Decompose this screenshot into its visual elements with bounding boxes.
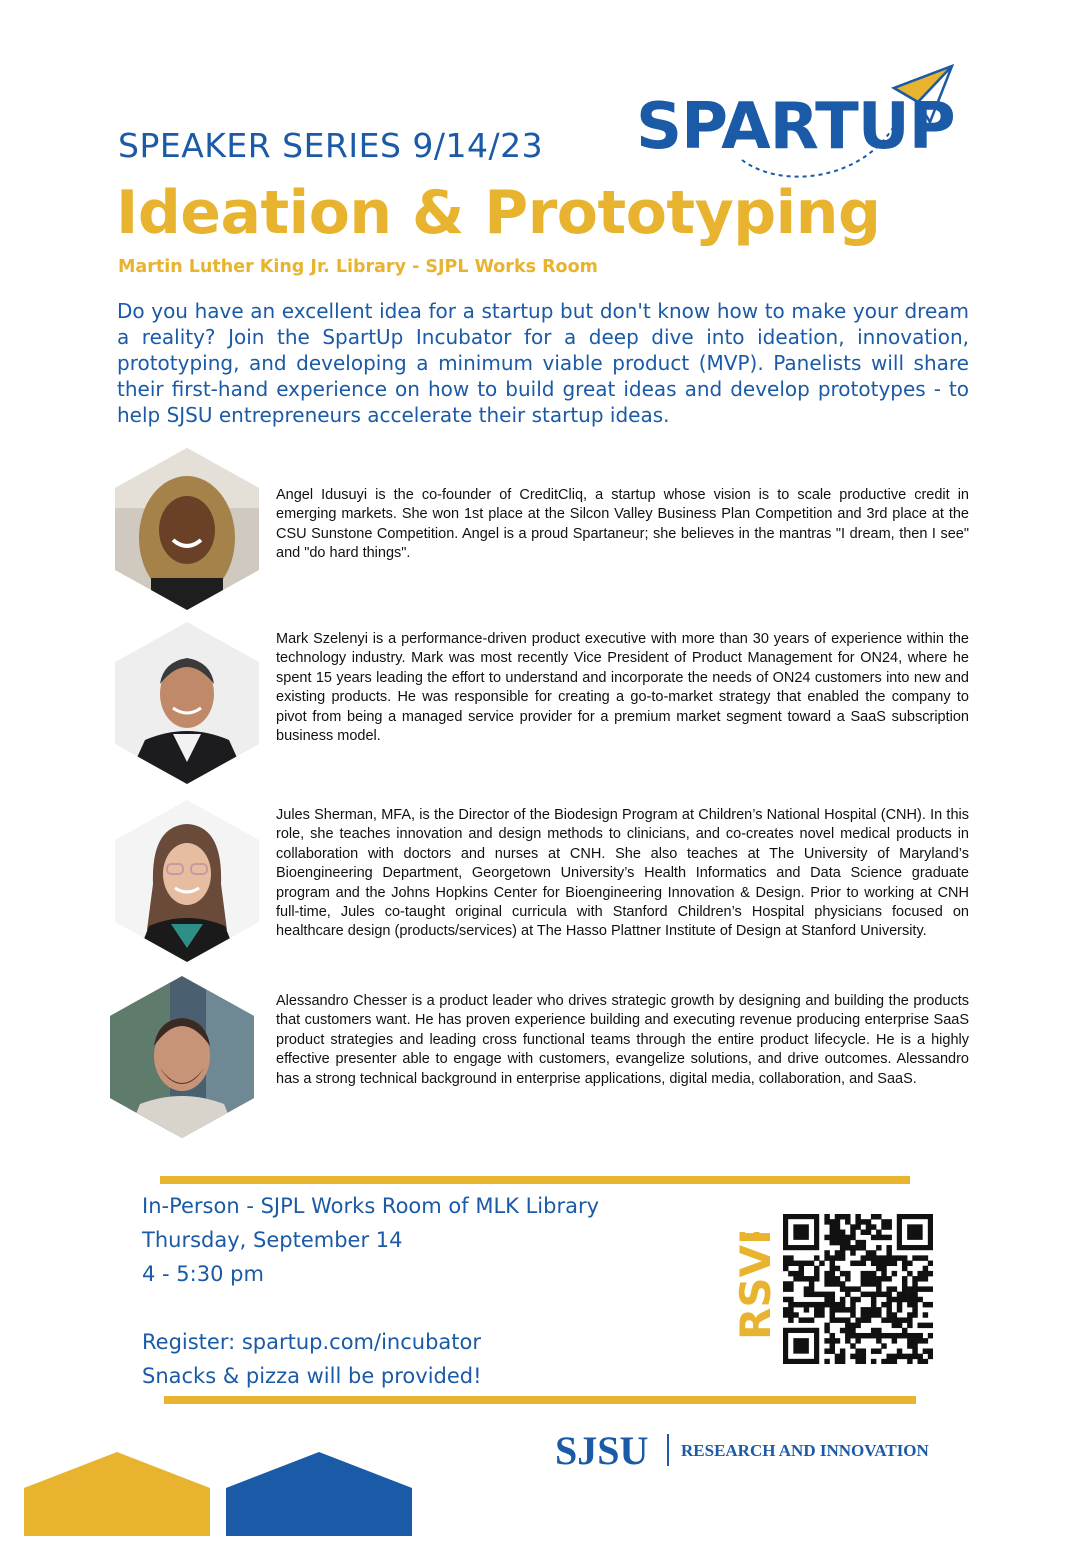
speaker-photo-alessandro bbox=[110, 976, 254, 1138]
divider-top bbox=[160, 1176, 910, 1184]
speaker-bio-angel: Angel Idusuyi is the co-founder of CreditCliq, a startup whose vision is to scale productive credit in emerging markets. She won 1st place at the Silcon Valley Business Plan Competition and 3rd place at the CSU Sunstone Competition. Angel is a proud Spartaneur; she believes in the mantras "I dream, then I see" and "do hard things". bbox=[276, 487, 969, 562]
event-venue: In-Person - SJPL Works Room of MLK Library bbox=[142, 1194, 600, 1218]
speaker-series-heading: SPEAKER SERIES 9/14/23 bbox=[118, 126, 544, 165]
decor-shape-blue bbox=[226, 1452, 412, 1536]
event-title: Ideation & Prototyping bbox=[116, 178, 881, 248]
speaker-photo-mark bbox=[115, 622, 259, 784]
spartup-logo bbox=[632, 60, 982, 190]
event-time: 4 - 5:30 pm bbox=[142, 1262, 264, 1286]
speaker-photo-angel bbox=[115, 448, 259, 610]
sjsu-wordmark: SJSU bbox=[555, 1428, 649, 1472]
speaker-bio-alessandro: Alessandro Chesser is a product leader who drives strategic growth by designing and building the products that customers want. He has proven experience building and executing revenue producing enterprise SaaS product strategies and leading cross functional teams through the entire product lifecycle. He is a highly effective presenter able to engage with customers, evangelize solutions, and drive outcomes. Alessandro has a strong technical background in enterprise applications, digital media, collaboration, and SaaS. bbox=[276, 993, 969, 1087]
speaker-photo-jules bbox=[115, 800, 259, 962]
decor-shape-gold bbox=[24, 1452, 210, 1536]
speaker-bio-mark: Mark Szelenyi is a performance-driven product executive with more than 30 years of experience within the technology industry. Mark was most recently Vice President of Product Management for ON24, where he spent 15 years leading the effort to understand and incorporate the needs of ON24 customers into new and existing products. He was responsible for creating a go-to-market strategy that enabled the company to pivot from being a managed service provider for a premium market segment toward a SaaS subscription business model. bbox=[276, 631, 969, 745]
divider-bottom bbox=[164, 1396, 916, 1404]
event-location-subtitle: Martin Luther King Jr. Library - SJPL Works Room bbox=[118, 257, 598, 277]
sjsu-research-logo bbox=[555, 1428, 947, 1472]
spartup-logo-text: SPARTUP bbox=[636, 90, 955, 164]
intro-paragraph: Do you have an excellent idea for a startup but don't know how to make your dream a reality? Join the SpartUp Incubator for a deep dive into ideation, innovation, prototyping, and developing a minimum viable product (MVP). Panelists will share their first-hand experience on how to build great ideas and develop prototypes - to help SJSU entrepreneurs accelerate their startup ideas. bbox=[117, 299, 969, 427]
register-link[interactable]: Register: spartup.com/incubator bbox=[142, 1330, 482, 1354]
snacks-note: Snacks & pizza will be provided! bbox=[142, 1364, 482, 1388]
rsvp-text: RSVP bbox=[731, 1232, 780, 1340]
rsvp-qr-code[interactable] bbox=[783, 1214, 933, 1364]
event-date: Thursday, September 14 bbox=[142, 1228, 403, 1252]
speaker-bio-jules: Jules Sherman, MFA, is the Director of the Biodesign Program at Children’s National Hospital (CNH). In this role, she teaches innovation and design methods to clinicians, and co-creates novel medical products in collaboration with doctors and nurses at CNH. She also teaches at The University of Maryland’s Bioengineering Department, Georgetown University’s Health Informatics and Data Science graduate program and the Johns Hopkins Center for Bioengineering Innovation & Design. Prior to working at CNH full-time, Jules co-taught original curricula with Stanford Children’s Hospital physicians focused on healthcare design (products/services) at The Hasso Plattner Institute of Design at Stanford University. bbox=[276, 807, 969, 940]
research-innovation-label: RESEARCH AND INNOVATION bbox=[681, 1441, 929, 1460]
